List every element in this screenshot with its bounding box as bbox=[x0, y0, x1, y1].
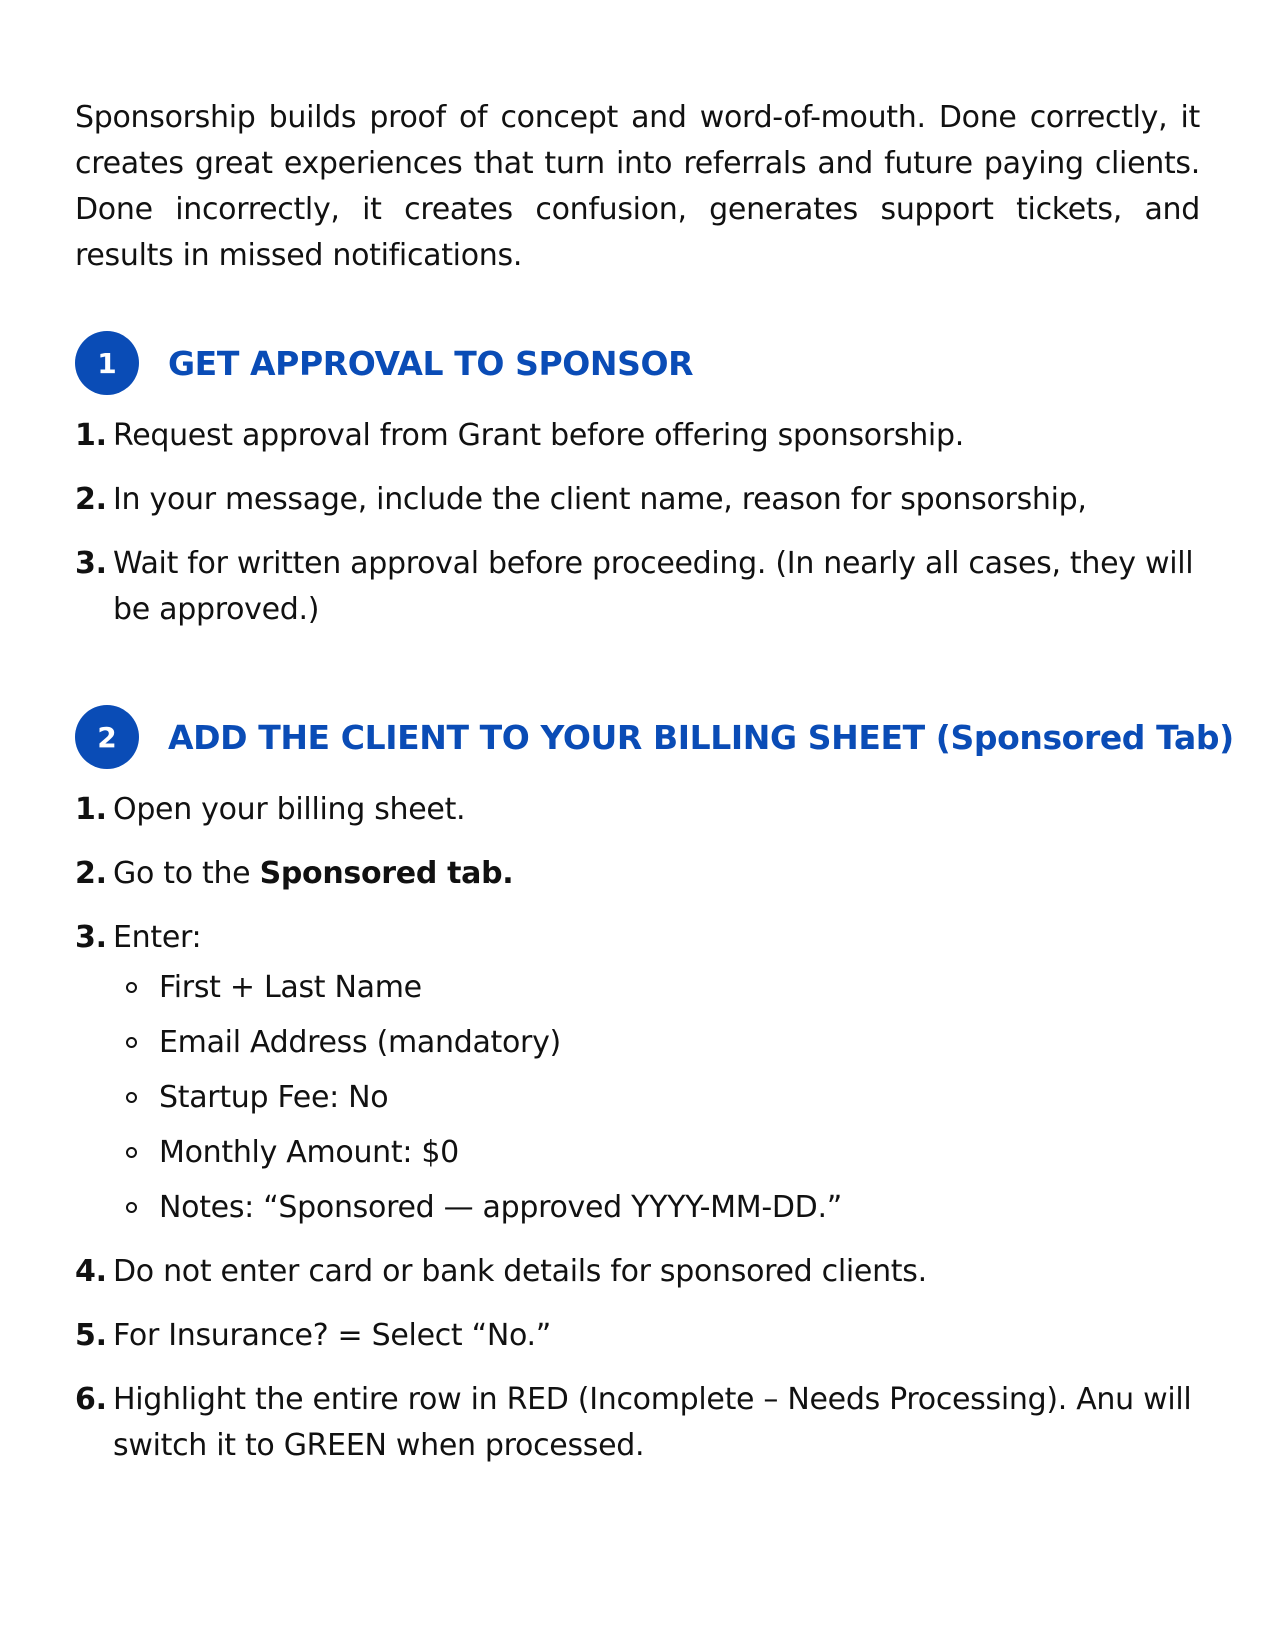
step-number-badge: 1 bbox=[75, 331, 139, 395]
step-number: 2. bbox=[75, 856, 107, 891]
circle-bullet-icon bbox=[126, 1092, 137, 1103]
document-page bbox=[75, 95, 1234, 1487]
step-number: 2. bbox=[75, 482, 107, 517]
section-header bbox=[75, 705, 1234, 769]
step-number: 3. bbox=[75, 546, 107, 581]
steps-list bbox=[75, 413, 1200, 633]
sub-item bbox=[113, 1020, 1200, 1066]
sub-item-text: Notes: “Sponsored — approved YYYY-MM-DD.” bbox=[159, 1190, 842, 1225]
step-number: 4. bbox=[75, 1254, 107, 1289]
step-item bbox=[75, 1377, 1200, 1469]
section-header bbox=[75, 331, 1200, 395]
steps-list bbox=[75, 787, 1200, 1469]
step-item bbox=[75, 851, 1200, 897]
step-number-badge: 2 bbox=[75, 705, 139, 769]
step-text: Request approval from Grant before offering sponsorship. bbox=[113, 418, 964, 453]
sub-item-text: Monthly Amount: $0 bbox=[159, 1135, 459, 1170]
circle-bullet-icon bbox=[126, 982, 137, 993]
circle-bullet-icon bbox=[126, 1147, 137, 1158]
section-get-approval bbox=[75, 331, 1200, 633]
step-number: 3. bbox=[75, 920, 107, 955]
step-text: In your message, include the client name, reason for sponsorship, bbox=[113, 482, 1087, 517]
step-number: 1. bbox=[75, 792, 107, 827]
sub-list bbox=[113, 965, 1200, 1231]
sub-item bbox=[113, 1075, 1200, 1121]
sub-item-text: Email Address (mandatory) bbox=[159, 1025, 561, 1060]
section-title: ADD THE CLIENT TO YOUR BILLING SHEET (Sponsored Tab) bbox=[168, 717, 1234, 757]
step-text: Wait for written approval before proceeding. (In nearly all cases, they will be approved.) bbox=[113, 546, 1194, 627]
step-item bbox=[75, 477, 1200, 523]
section-title: GET APPROVAL TO SPONSOR bbox=[168, 343, 694, 383]
circle-bullet-icon bbox=[126, 1037, 137, 1048]
intro-paragraph: Sponsorship builds proof of concept and word-of-mouth. Done correctly, it creates great experiences that turn into referrals and future paying clients. Done incorrectly, it creates confusion, generates support tickets, and results in missed notifications. bbox=[75, 100, 1200, 273]
step-item bbox=[75, 787, 1200, 833]
sub-item-text: First + Last Name bbox=[159, 970, 422, 1005]
sub-item-text: Startup Fee: No bbox=[159, 1080, 389, 1115]
step-number: 5. bbox=[75, 1318, 107, 1353]
step-text: Go to the bbox=[113, 856, 260, 891]
circle-bullet-icon bbox=[126, 1202, 137, 1213]
step-item bbox=[75, 1249, 1200, 1295]
sub-item bbox=[113, 1185, 1200, 1231]
sub-item bbox=[113, 1130, 1200, 1176]
step-text: Highlight the entire row in RED (Incomplete – Needs Processing). Anu will switch it to GREEN when processed. bbox=[113, 1382, 1192, 1463]
step-text: Open your billing sheet. bbox=[113, 792, 466, 827]
step-item bbox=[75, 1313, 1200, 1359]
section-add-client-billing bbox=[75, 705, 1234, 1469]
step-text: For Insurance? = Select “No.” bbox=[113, 1318, 552, 1353]
sub-item bbox=[113, 965, 1200, 1011]
step-item bbox=[75, 541, 1200, 633]
step-number: 6. bbox=[75, 1382, 107, 1417]
step-item bbox=[75, 413, 1200, 459]
step-item bbox=[75, 915, 1200, 1231]
step-number: 1. bbox=[75, 418, 107, 453]
step-text: Enter: bbox=[113, 920, 202, 955]
step-text-bold: Sponsored tab. bbox=[259, 856, 514, 891]
step-text: Do not enter card or bank details for sponsored clients. bbox=[113, 1254, 927, 1289]
